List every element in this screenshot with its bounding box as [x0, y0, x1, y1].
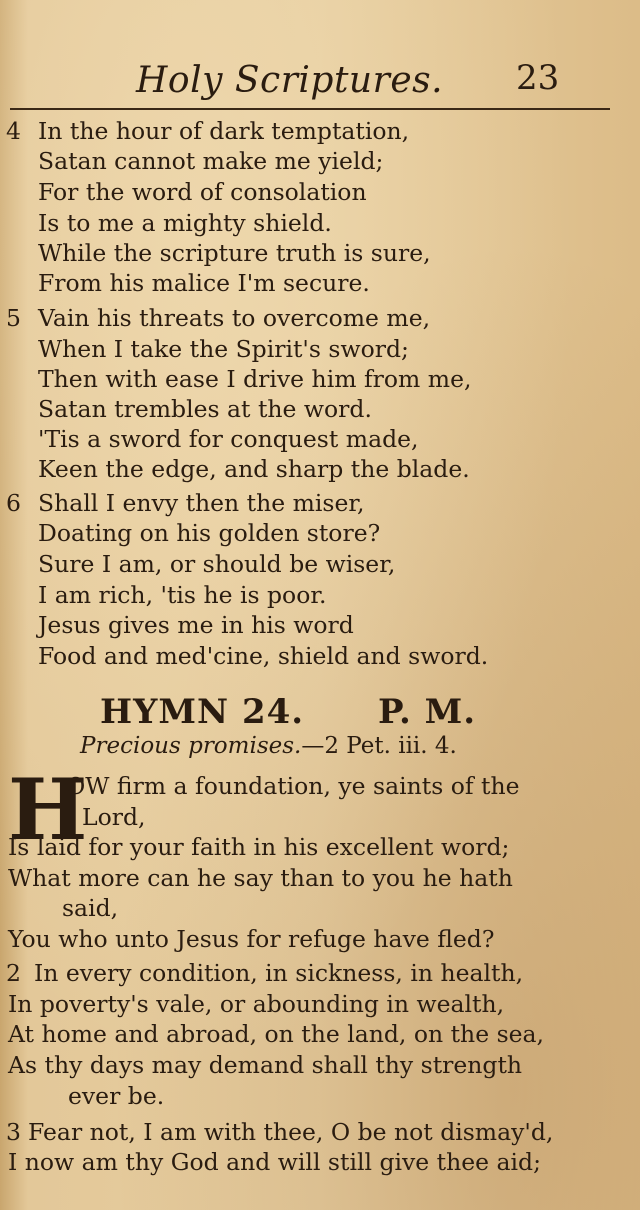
- stanza-line: As thy days may demand shall thy strength: [8, 1051, 523, 1079]
- stanza-line: You who unto Jesus for refuge have fled?: [8, 925, 495, 953]
- verse-line: Vain his threats to overcome me,: [38, 304, 431, 332]
- verse-line: Satan cannot make me yield;: [38, 147, 384, 175]
- stanza-line: I now am thy God and will still give thee aid;: [8, 1148, 542, 1176]
- stanza-line: ever be.: [68, 1082, 165, 1110]
- stanza-line: said,: [62, 894, 119, 922]
- drop-cap: H: [8, 760, 88, 859]
- verse-line: When I take the Spirit's sword;: [38, 335, 409, 363]
- verse-line: In the hour of dark temptation,: [38, 117, 410, 145]
- stanza-line: At home and abroad, on the land, on the sea,: [8, 1020, 545, 1048]
- verse-line: Then with ease I drive him from me,: [38, 365, 472, 393]
- verse-line: From his malice I'm secure.: [38, 269, 370, 297]
- page-number: 23: [516, 58, 560, 98]
- verse-number: 5: [6, 304, 21, 332]
- hymn-title: HYMN 24.: [100, 692, 305, 732]
- hymn-meter: P. M.: [378, 692, 477, 732]
- hymn-subtitle-reference: —2 Pet. iii. 4.: [301, 733, 457, 759]
- stanza-line: OW firm a foundation, ye saints of the: [66, 772, 520, 800]
- verse-line: 'Tis a sword for conquest made,: [38, 425, 419, 453]
- verse-line: Keen the edge, and sharp the blade.: [38, 455, 470, 483]
- verse-line: Sure I am, or should be wiser,: [38, 550, 396, 578]
- verse-number: 6: [6, 489, 21, 517]
- verse-line: I am rich, 'tis he is poor.: [38, 581, 327, 609]
- stanza-line: Fear not, I am with thee, O be not dismay'd,: [28, 1118, 554, 1146]
- header-rule: [10, 108, 610, 110]
- verse-line: Is to me a mighty shield.: [38, 209, 332, 237]
- hymn-subtitle: [80, 733, 457, 759]
- verse-line: Shall I envy then the miser,: [38, 489, 365, 517]
- stanza-line: Lord,: [82, 803, 146, 831]
- verse-line: Jesus gives me in his word: [38, 611, 354, 639]
- verse-line: Satan trembles at the word.: [38, 395, 372, 423]
- stanza-number: 3: [6, 1118, 21, 1146]
- running-head-title: Holy Scriptures.: [136, 60, 444, 101]
- verse-line: Food and med'cine, shield and sword.: [38, 642, 489, 670]
- stanza-line: What more can he say than to you he hath: [8, 864, 513, 892]
- stanza-line: In poverty's vale, or abounding in wealth,: [8, 990, 505, 1018]
- stanza-line: In every condition, in sickness, in health,: [34, 959, 524, 987]
- stanza-number: 2: [6, 959, 21, 987]
- hymn-subtitle-theme: Precious promises.: [80, 733, 302, 759]
- verse-number: 4: [6, 117, 21, 145]
- verse-line: While the scripture truth is sure,: [38, 239, 431, 267]
- stanza-line: Is laid for your faith in his excellent word;: [8, 833, 510, 861]
- running-head: [0, 56, 640, 106]
- verse-line: For the word of consolation: [38, 178, 367, 206]
- verse-line: Doating on his golden store?: [38, 519, 381, 547]
